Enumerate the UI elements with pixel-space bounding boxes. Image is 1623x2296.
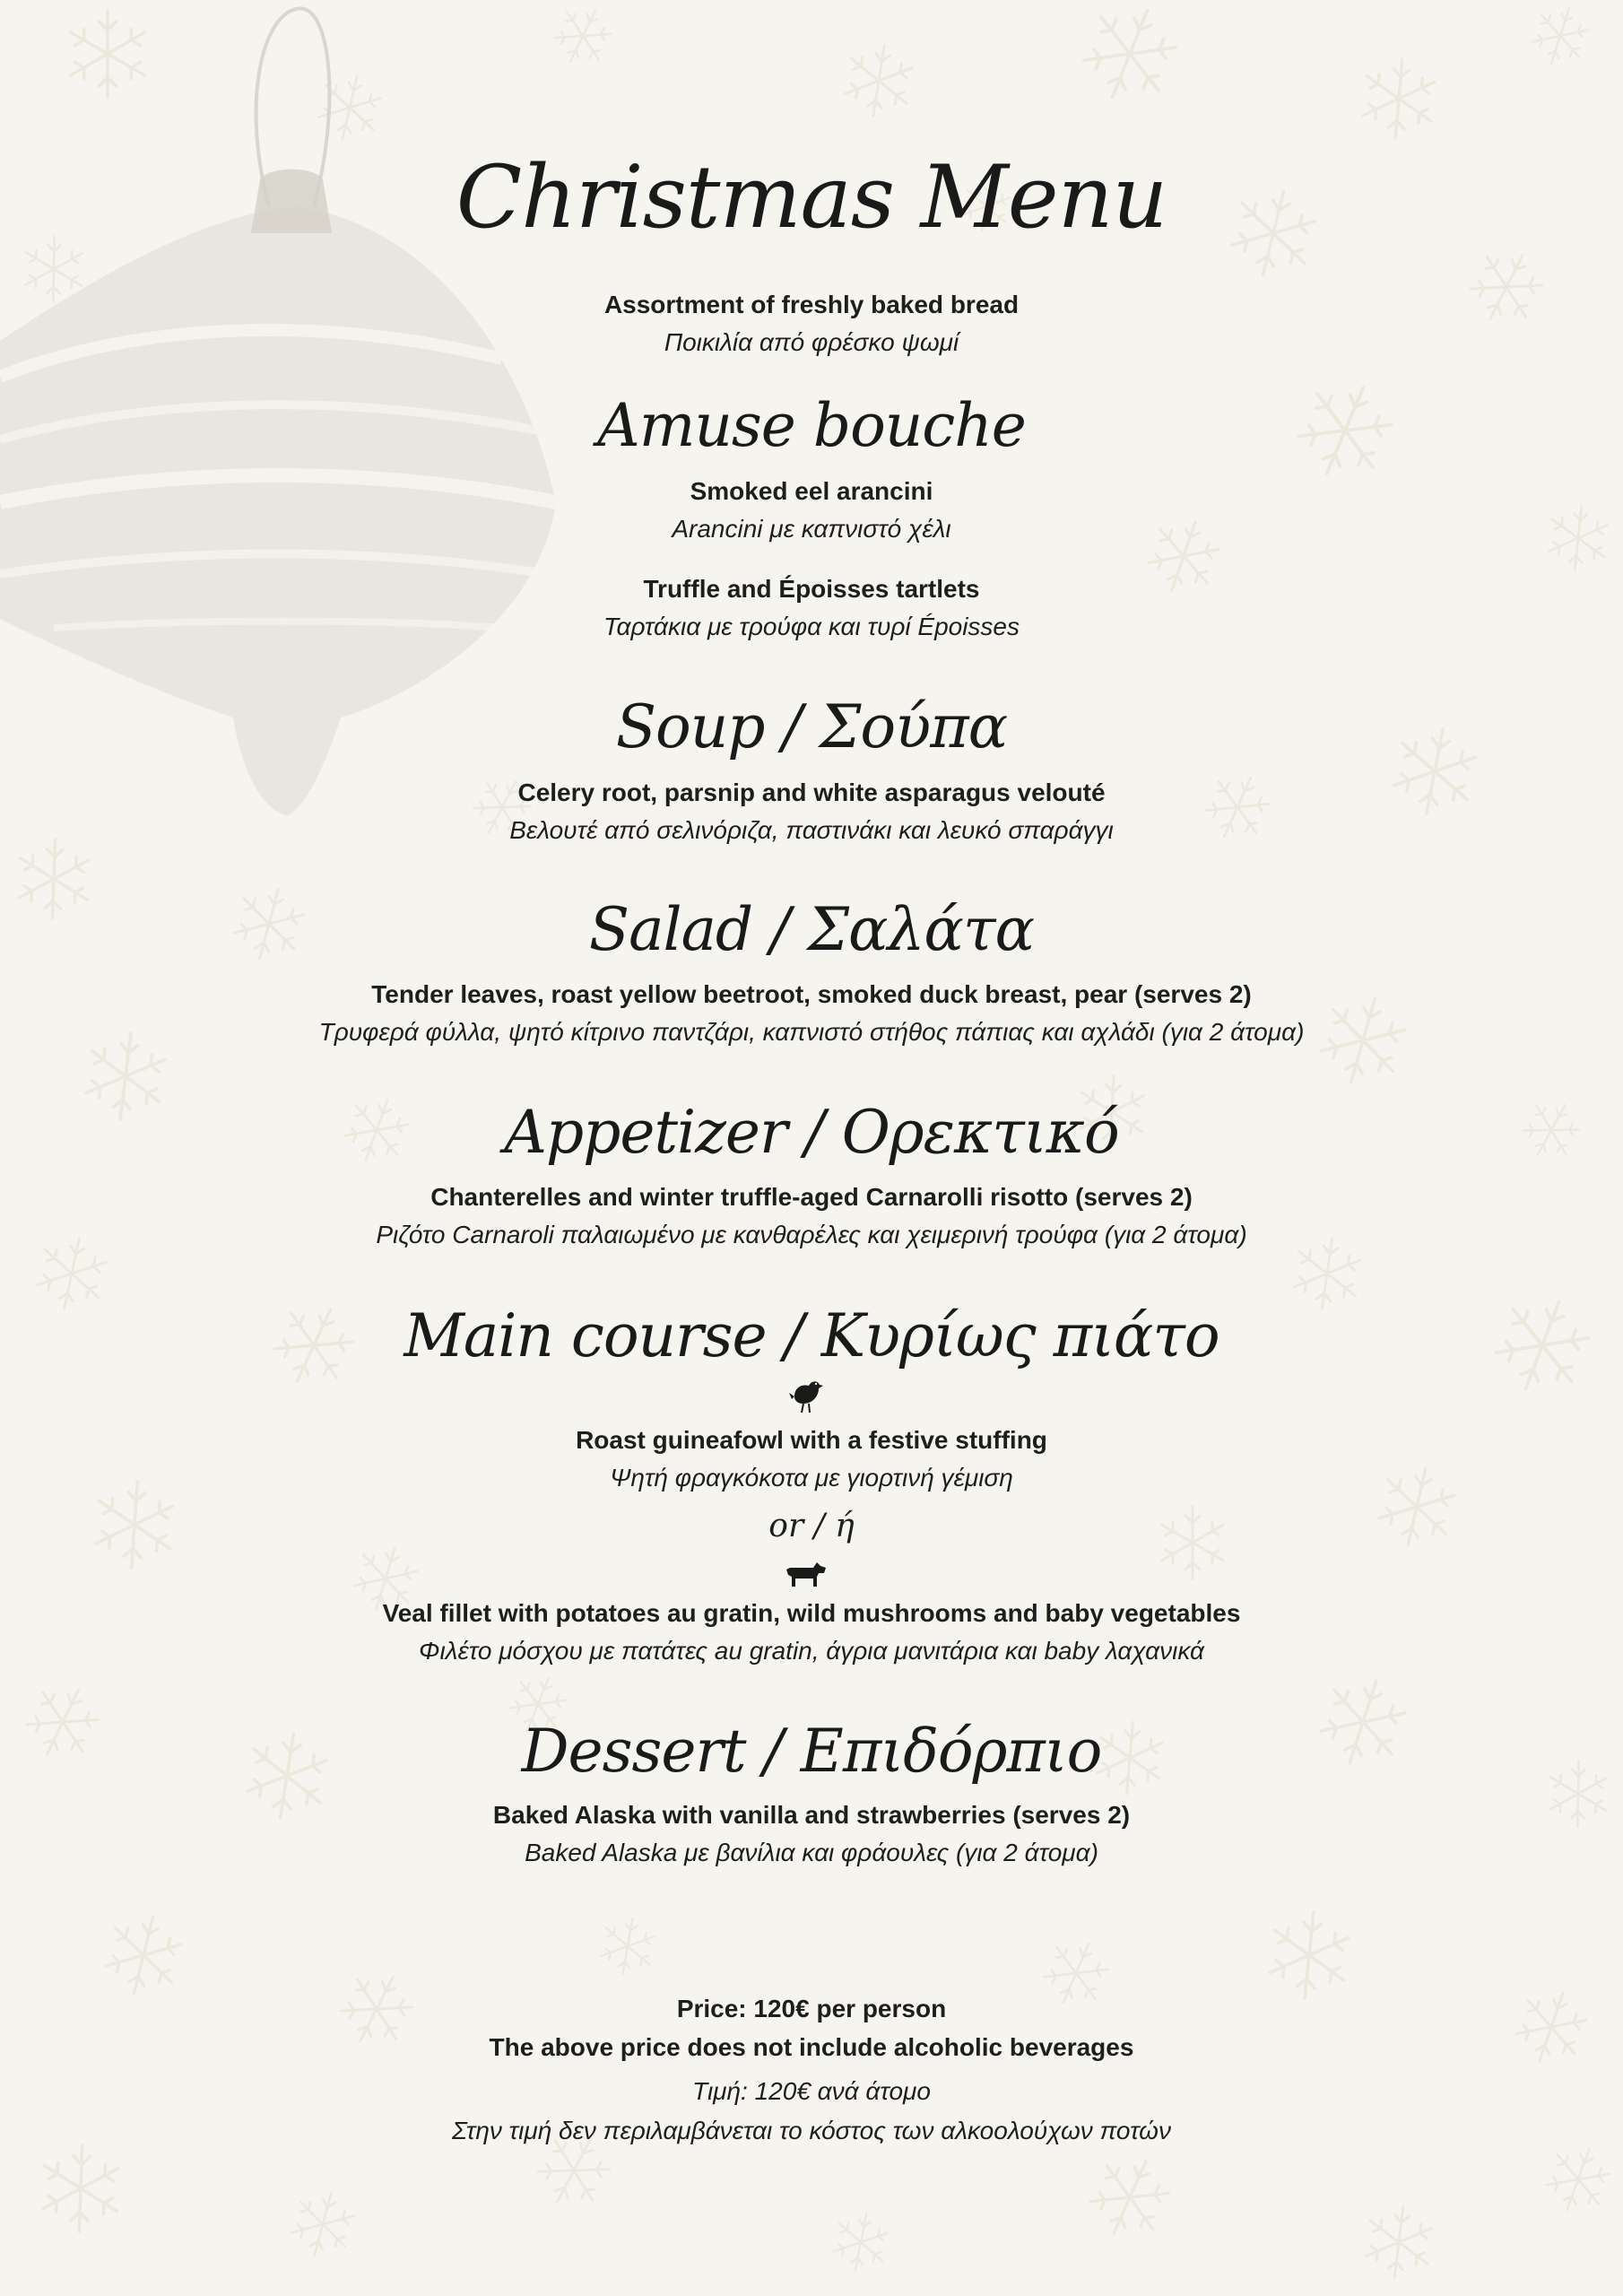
bird-icon xyxy=(789,1377,823,1414)
snowflake-icon xyxy=(1364,2203,1434,2282)
main-course-heading: Main course / Κυρίως πιάτο xyxy=(404,1301,1219,1370)
main-option-2-gr: Φιλέτο μόσχου με πατάτες au gratin, άγρια μανιτάρια και baby λαχανικά xyxy=(419,1637,1204,1665)
soup-item-gr: Βελουτέ από σελινόριζα, παστινάκι και λευκό σπαράγγι xyxy=(509,816,1114,844)
or-separator: or / ή xyxy=(768,1508,855,1544)
snowflake-icon xyxy=(42,2144,119,2233)
snowflake-icon xyxy=(1361,57,1436,141)
bread-item-gr: Ποικιλία από φρέσκο ψωμί xyxy=(664,328,959,356)
amuse-item-1-gr: Arancini με καπνιστό χέλι xyxy=(672,515,951,543)
appetizer-heading: Appetizer / Ορεκτικό xyxy=(504,1098,1119,1167)
snowflake-icon xyxy=(1082,2147,1176,2247)
snowflake-icon xyxy=(1075,0,1185,112)
salad-heading: Salad / Σαλάτα xyxy=(588,895,1035,964)
price-gr: Τιμή: 120€ ανά άτομο xyxy=(692,2077,931,2105)
price-note-en: The above price does not include alcoholic beverages xyxy=(489,2033,1134,2061)
soup-heading: Soup / Σούπα xyxy=(615,692,1008,761)
snowflake-icon xyxy=(831,2209,891,2274)
salad-item-en: Tender leaves, roast yellow beetroot, smoked duck breast, pear (serves 2) xyxy=(371,980,1252,1008)
appetizer-item-en: Chanterelles and winter truffle-aged Carnarolli risotto (serves 2) xyxy=(430,1183,1193,1211)
amuse-item-2-en: Truffle and Époisses tartlets xyxy=(643,575,980,603)
snowflake-icon xyxy=(1541,2140,1615,2220)
dessert-item-en: Baked Alaska with vanilla and strawberries (serves 2) xyxy=(492,1801,1131,1829)
snowflake-icon xyxy=(1268,1909,1351,2002)
bread-item-en: Assortment of freshly baked bread xyxy=(603,291,1020,318)
amuse-item-2-gr: Ταρτάκια με τρούφα και τυρί Époisses xyxy=(603,613,1020,640)
soup-item-en: Celery root, parsnip and white asparagus velouté xyxy=(517,778,1106,806)
snowflake-icon xyxy=(1528,1,1593,71)
dessert-item-gr: Baked Alaska με βανίλια και φράουλες (για 2 άτομα) xyxy=(525,1839,1098,1866)
snowflake-icon xyxy=(843,40,916,121)
amuse-heading: Amuse bouche xyxy=(597,391,1026,460)
main-option-1-gr: Ψητή φραγκόκοτα με γιορτινή γέμιση xyxy=(610,1464,1013,1492)
main-option-2-en: Veal fillet with potatoes au gratin, wild mushrooms and baby vegetables xyxy=(382,1599,1241,1627)
main-option-1-en: Roast guineafowl with a festive stuffing xyxy=(576,1426,1047,1454)
menu-title: Christmas Menu xyxy=(456,147,1167,248)
snowflake-icon xyxy=(288,2186,359,2263)
snowflake-icon xyxy=(100,1909,186,2002)
cow-icon xyxy=(786,1561,826,1587)
dessert-heading: Dessert / Επιδόρπιο xyxy=(521,1717,1102,1786)
price-note-gr: Στην τιμή δεν περιλαμβάνεται το κόστος των αλκοολούχων ποτών xyxy=(452,2117,1171,2144)
salad-item-gr: Τρυφερά φύλλα, ψητό κίτρινο παντζάρι, καπνιστό στήθος πάπιας και αχλάδι (για 2 άτομα) xyxy=(318,1018,1305,1046)
amuse-item-1-en: Smoked eel arancini xyxy=(690,477,933,505)
snowflake-icon xyxy=(598,1914,657,1979)
price-en: Price: 120€ per person xyxy=(676,1995,947,2022)
appetizer-item-gr: Ριζότο Carnaroli παλαιωμένο με κανθαρέλες και χειμερινή τρούφα (για 2 άτομα) xyxy=(376,1221,1247,1248)
